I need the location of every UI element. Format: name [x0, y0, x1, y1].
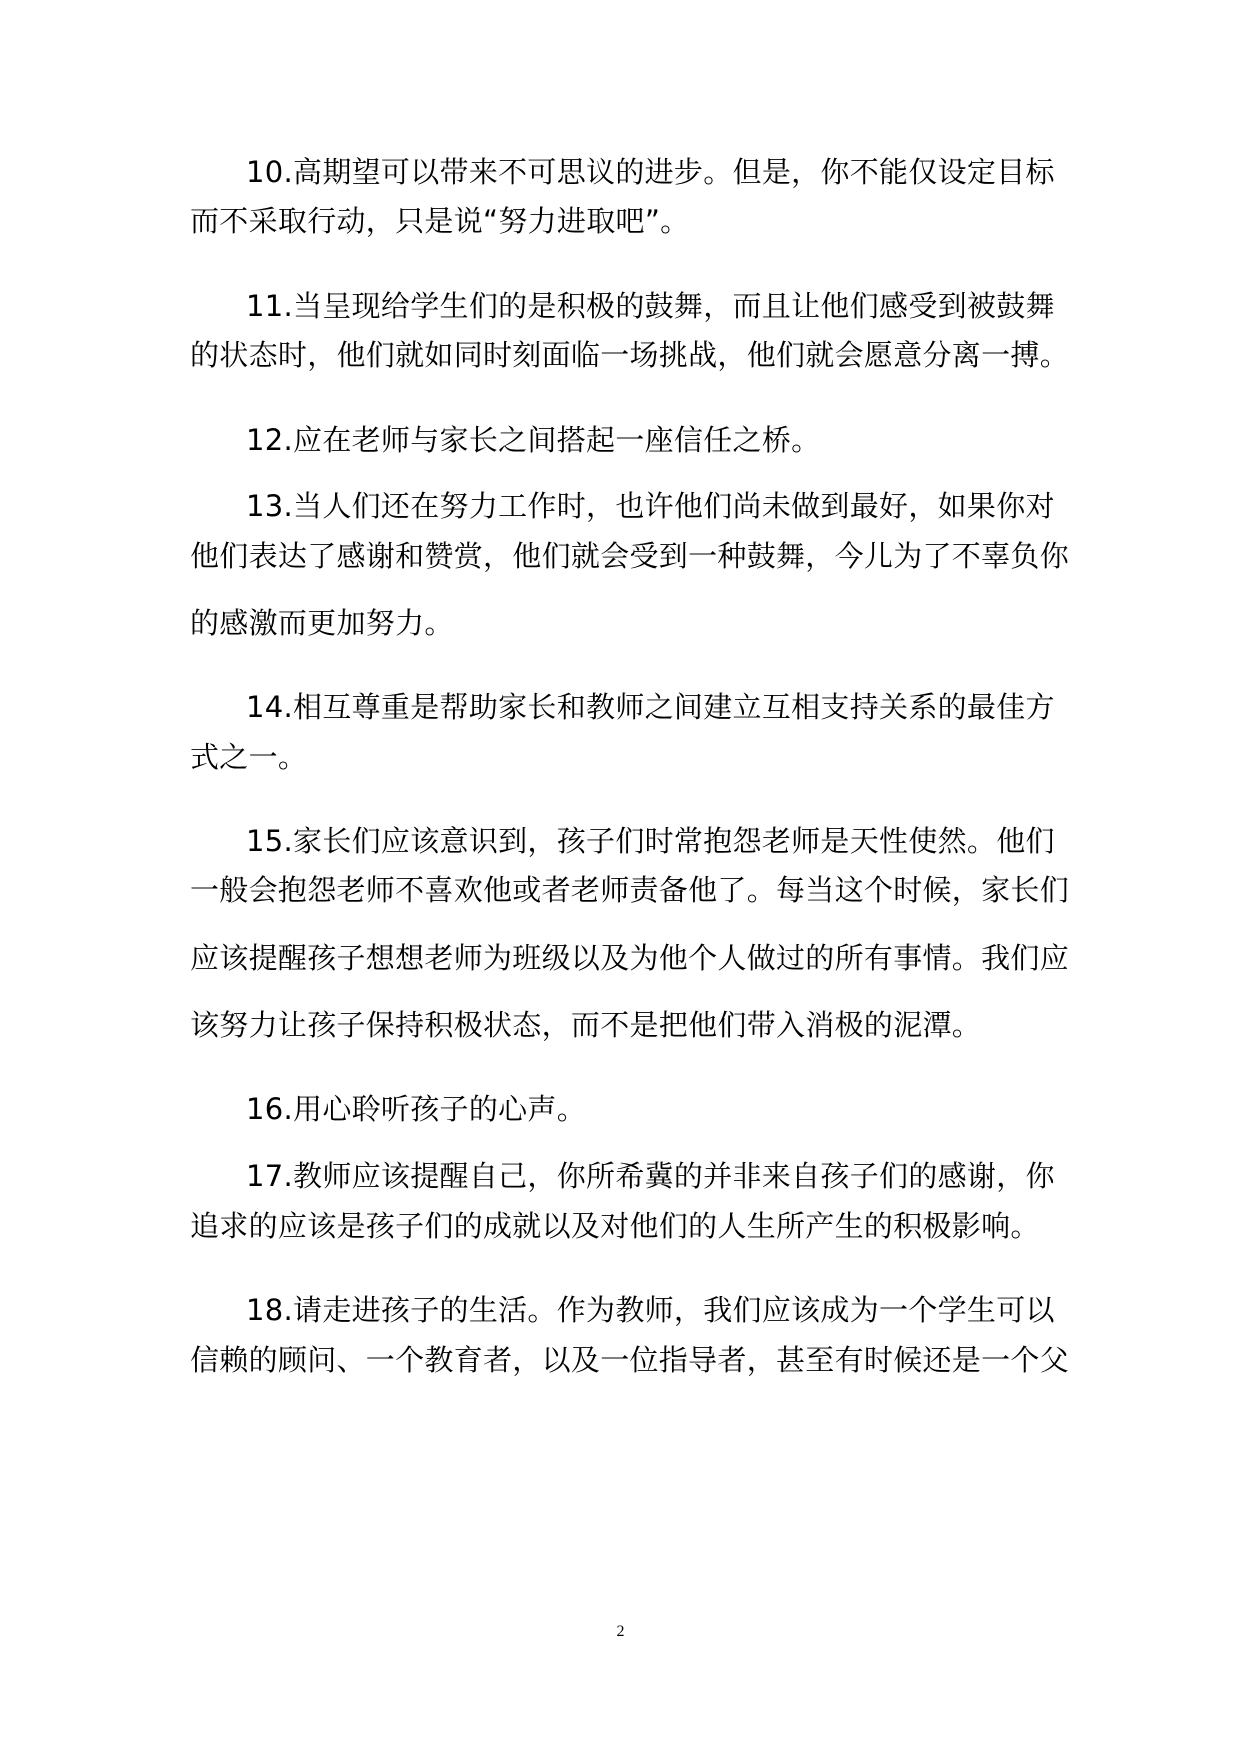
text-line: 13.当人们还在努力工作时，也许他们尚未做到最好，如果你对	[246, 489, 1055, 523]
text-line: 15.家长们应该意识到，孩子们时常抱怨老师是天性使然。他们	[246, 824, 1055, 858]
text-line: 14.相互尊重是帮助家长和教师之间建立互相支持关系的最佳方	[246, 690, 1055, 724]
text-line: 18.请走进孩子的生活。作为教师，我们应该成为一个学生可以	[246, 1293, 1055, 1327]
text-line: 16.用心聆听孩子的心声。	[246, 1092, 587, 1126]
page-number: 2	[616, 1623, 625, 1640]
text-line: 信赖的顾问、一个教育者，以及一位指导者，甚至有时候还是一个父	[190, 1343, 1070, 1377]
text-line: 而不采取行动，只是说“努力进取吧”。	[190, 204, 690, 238]
text-line: 追求的应该是孩子们的成就以及对他们的人生所产生的积极影响。	[190, 1209, 1040, 1243]
text-line: 应该提醒孩子想想老师为班级以及为他个人做过的所有事情。我们应	[190, 941, 1070, 975]
text-line: 17.教师应该提醒自己，你所希冀的并非来自孩子们的感谢，你	[246, 1159, 1055, 1193]
text-line: 的状态时，他们就如同时刻面临一场挑战，他们就会愿意分离一搏。	[190, 338, 1070, 372]
text-line: 12.应在老师与家长之间搭起一座信任之桥。	[246, 423, 821, 457]
text-line: 式之一。	[190, 740, 308, 774]
text-line: 11.当呈现给学生们的是积极的鼓舞，而且让他们感受到被鼓舞	[246, 289, 1055, 323]
text-line: 的感激而更加努力。	[190, 606, 454, 640]
text-line: 一般会抱怨老师不喜欢他或者老师责备他了。每当这个时候，家长们	[190, 873, 1070, 907]
text-line: 该努力让孩子保持积极状态，而不是把他们带入消极的泥潭。	[190, 1008, 982, 1042]
text-line: 他们表达了感谢和赞赏，他们就会受到一种鼓舞，今儿为了不辜负你	[190, 539, 1070, 573]
text-line: 10.高期望可以带来不可思议的进步。但是，你不能仅设定目标	[246, 155, 1055, 189]
